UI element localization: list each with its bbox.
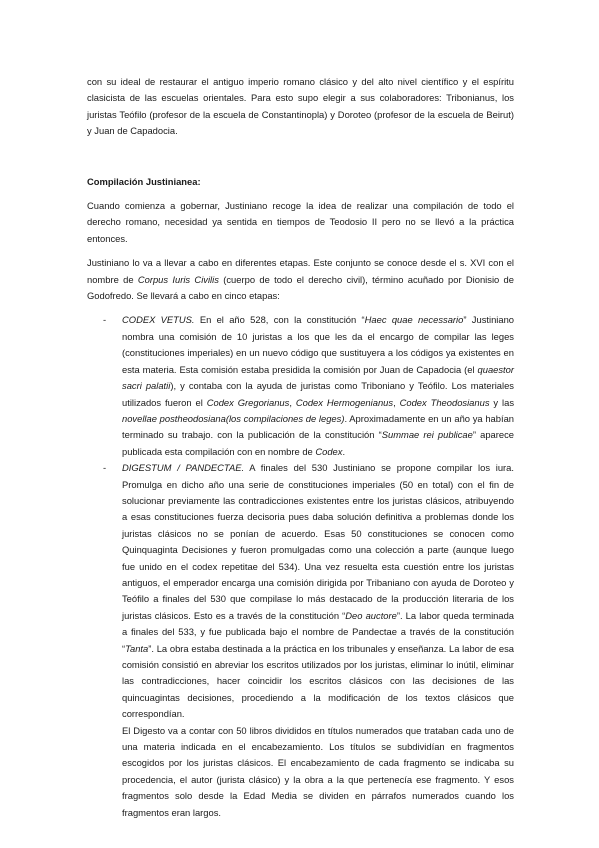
list-item-digestum — [87, 460, 514, 723]
italic-term: Deo auctore — [345, 609, 397, 621]
italic-term: Tanta — [125, 642, 149, 654]
list-item-codex-vetus — [87, 312, 514, 460]
italic-term: novellae postheodosiana(los compilaciones de leges) — [122, 412, 345, 424]
stages-list — [87, 312, 514, 722]
text-run: , — [393, 396, 400, 408]
italic-term: Codex Gregorianus — [206, 396, 290, 408]
text-run: ), y contaba con la ayuda de juristas como Triboniano y Teófilo. Los materiales utilizados fueron el — [122, 380, 514, 408]
text-run: . Aproximadamente en un año ya habían terminado su trabajo. con la publicación de la constitución “ — [122, 412, 515, 441]
italic-term: Codex Hermogenianus — [295, 396, 394, 408]
italic-term: Haec quae necessario — [364, 314, 464, 326]
text-run: ”. La labor queda terminada a finales del 533, y fue publicada bajo el nombre de Pandectae a través de la constitución “ — [122, 609, 515, 654]
paragraph-digesto: El Digesto va a contar con 50 libros divididos en títulos numerados que trataban cada uno de una materia indicada en el encabezamiento. Los títulos se subdividían en fragmentos escogidos por los juristas clásicos. El encabezamiento de cada fragmento se indicaba su procedencia, el autor (jurista clásico) y la obra a la que pertenecía ese fragmento. Y esos fragmentos solo desde la Edad Media se dividen en párrafos numerados cuando los fragmentos eran largos. — [122, 724, 514, 818]
list-dash: - — [103, 314, 107, 326]
text-run: y las — [489, 396, 515, 408]
italic-term: quaestor sacri palatii — [122, 363, 514, 392]
corpus-iuris-civilis: Corpus Iuris Civilis — [137, 273, 219, 285]
paragraph-compilation: Cuando comienza a gobernar, Justiniano recoge la idea de realizar una compilación de todo el derecho romano, necesidad ya sentida en tiempos de Teodosio II pero no se llevó a la práctica entonces. — [87, 200, 514, 244]
italic-term: Codex Theodosianus — [399, 396, 490, 408]
paragraph-corpus — [87, 255, 514, 304]
text-run: ” Justiniano nombra una comisión de 10 juristas a los que les da el encargo de compilar las leges (constituciones imperiales) en un nuevo código que sustituyera a los códigos ya existentes en esta materia. Esta comisión estaba presidida la comisión por Juan de Capadocia (el — [122, 314, 515, 375]
text-run: ” aparece publicada esta compilación con en nombre de — [122, 429, 514, 457]
section-heading: Compilación Justinianea: — [87, 175, 201, 187]
italic-term: Summae rei publicae — [381, 429, 473, 441]
text-run: Justiniano lo va a llevar a cabo en diferentes etapas. Este conjunto se conoce desde el s. XVI con el nombre de — [87, 257, 514, 285]
text-run: ”. La obra estaba destinada a la práctica en los tribunales y enseñanza. La labor de esa comisión consistió en abreviar los escritos utilizados por los juristas, eliminar lo inútil, eliminar las contradicciones, hacer coincidir los escritos clásicos con las decisiones de las quincuagintas decisiones, procediendo a la modificación de los textos clásicos que correspondían. — [122, 642, 514, 720]
digestum-title: DIGESTUM / PANDECTAE. — [122, 462, 245, 474]
page-body — [87, 74, 514, 821]
codex-vetus-title: CODEX VETUS. — [122, 314, 195, 326]
intro-paragraph: con su ideal de restaurar el antiguo imperio romano clásico y del alto nivel científico y el espíritu clasicista de las escuelas orientales. Para esto supo elegir a sus colaboradores: Tribonianus, los juristas Teófilo (profesor de la escuela de Constantinopla) y Doroteo (profesor de la escuela de Beirut) y Juan de Capadocia. — [87, 76, 514, 137]
text-run: , — [289, 396, 296, 408]
text-run: En el año 528, con la constitución “ — [194, 314, 365, 326]
italic-term: Codex — [315, 445, 343, 457]
text-run: . — [342, 445, 346, 457]
list-dash: - — [103, 462, 107, 474]
text-run: A finales del 530 Justiniano se propone compilar los iura. Promulga en dicho año una serie de constituciones imperiales (50 en total) con el fin de solucionar previamente las contradicciones existentes entre los juristas clásicos, atribuyendo a esas constituciones fuerza decisoria pues daba solución definitiva a problemas donde los juristas clásicos no se ponían de acuerdo. Esas 50 constituciones se conocen como Quinquaginta Decisiones y fueron promulgadas como una colección a parte (aunque luego fue unido en el codex repetitae del 534). Una vez resuelta esta cuestión entre los juristas antiguos, el emperador encarga una comisión dirigida por Tribaniano con ayuda de Doroteo y Teófilo a finales del 530 que compilase lo más destacado de la producción literaria de los juristas clásicos. Esto es a través de la constitución “ — [122, 462, 514, 621]
text-run: (cuerpo de todo el derecho civil), término acuñado por Dionisio de Godofredo. Se llevará a cabo en cinco etapas: — [87, 273, 514, 302]
